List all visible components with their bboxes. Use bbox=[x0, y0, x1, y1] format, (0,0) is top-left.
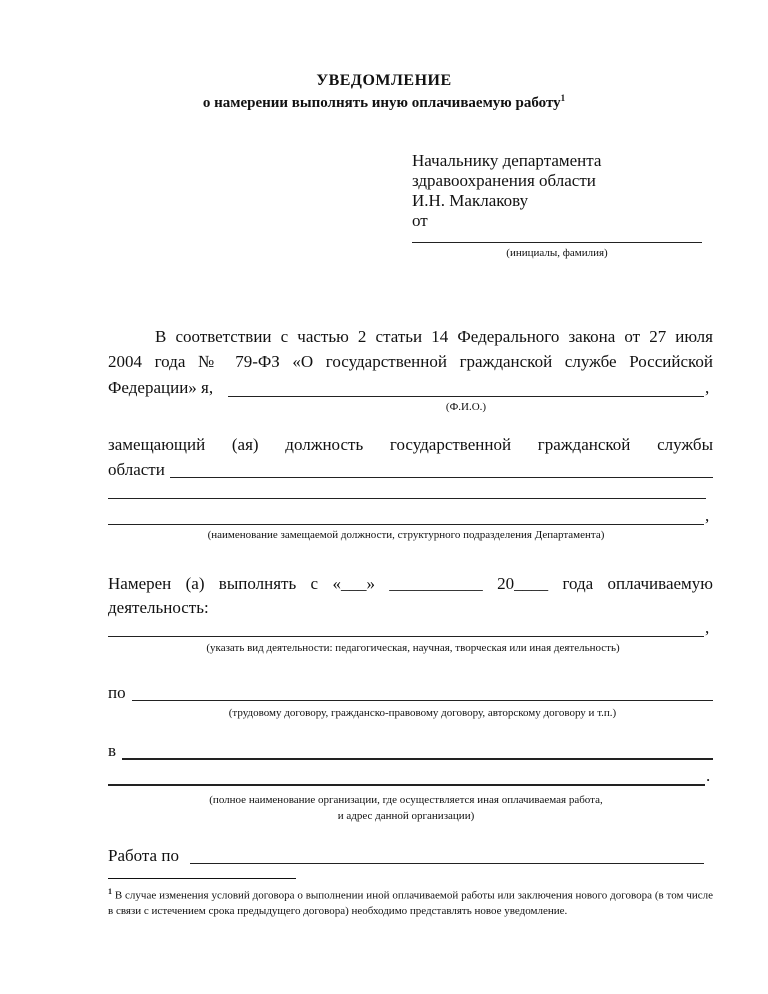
para5-period: . bbox=[706, 766, 711, 785]
position-caption: (наименование замещаемой должности, структурного подразделения Департамента) bbox=[207, 529, 605, 541]
para1-line1: В соответствии с частью 2 статьи 14 Федерального закона от 27 июля bbox=[155, 327, 713, 346]
addressee-line-2: здравоохранения области bbox=[412, 171, 596, 190]
subtitle-text: о намерении выполнять иную оплачиваемую работу bbox=[202, 95, 561, 111]
footnote-mark: 1 bbox=[108, 887, 112, 896]
addressee-line-1: Начальнику департамента bbox=[412, 151, 602, 170]
para2-line1: замещающий (ая) должность государственной гражданской службы bbox=[108, 435, 713, 454]
organization-field-1[interactable] bbox=[122, 758, 713, 760]
para1-comma: , bbox=[705, 378, 710, 397]
fio-caption: (Ф.И.О.) bbox=[445, 401, 487, 413]
sender-caption: (инициалы, фамилия) bbox=[506, 247, 608, 259]
work-by-field[interactable] bbox=[190, 863, 704, 864]
organization-field-2[interactable] bbox=[108, 784, 705, 786]
fio-field[interactable] bbox=[228, 396, 704, 397]
document-subtitle bbox=[0, 93, 768, 112]
addressee-line-3: И.Н. Маклакову bbox=[412, 191, 529, 210]
para1-line2: 2004 года № 79-ФЗ «О государственной гражданской службе Российской bbox=[108, 352, 713, 371]
activity-caption: (указать вид деятельности: педагогическая, научная, творческая или иная деятельность) bbox=[206, 642, 620, 654]
sender-name-field[interactable] bbox=[412, 242, 702, 243]
para2-comma: , bbox=[705, 506, 710, 525]
organization-caption-1: (полное наименование организации, где осуществляется иная оплачиваемая работа, bbox=[209, 794, 603, 806]
para3-line1-wrap bbox=[108, 574, 713, 594]
position-field-2[interactable] bbox=[108, 498, 706, 499]
addressee-from-label: от bbox=[412, 211, 428, 230]
organization-caption-2: и адрес данной организации) bbox=[337, 810, 475, 822]
para3-line1: Намерен (а) выполнять с «___» ___________ 20____ года оплачиваемую bbox=[108, 574, 713, 593]
para2-line1-wrap bbox=[108, 435, 713, 455]
footnote-separator bbox=[108, 878, 296, 879]
para6-prefix: Работа по bbox=[108, 846, 179, 865]
position-field-3[interactable] bbox=[108, 524, 704, 525]
footnote-ref: 1 bbox=[560, 93, 566, 103]
footnote bbox=[108, 884, 713, 919]
para2-line2-prefix: области bbox=[108, 460, 165, 479]
contract-caption: (трудовому договору, гражданско-правовому договору, авторскому договору и т.п.) bbox=[228, 707, 617, 719]
para5-prefix: в bbox=[108, 741, 117, 760]
para1-line1-wrap bbox=[155, 327, 713, 347]
document-title: УВЕДОМЛЕНИЕ bbox=[316, 72, 452, 89]
para3-comma: , bbox=[705, 618, 710, 637]
para4-prefix: по bbox=[108, 683, 126, 702]
contract-type-field[interactable] bbox=[132, 700, 713, 701]
footnote-text: В случае изменения условий договора о выполнении иной оплачиваемой работы или заключения нового договора (в том числе в связи с истечением срока предыдущего договора) необходимо представлять новое уведомление. bbox=[108, 889, 713, 917]
para3-line2: деятельность: bbox=[108, 598, 209, 617]
para1-line2-wrap bbox=[108, 352, 713, 372]
para1-line3-prefix: Федерации» я, bbox=[108, 378, 214, 397]
activity-type-field[interactable] bbox=[108, 636, 704, 637]
position-field-1[interactable] bbox=[170, 477, 713, 478]
